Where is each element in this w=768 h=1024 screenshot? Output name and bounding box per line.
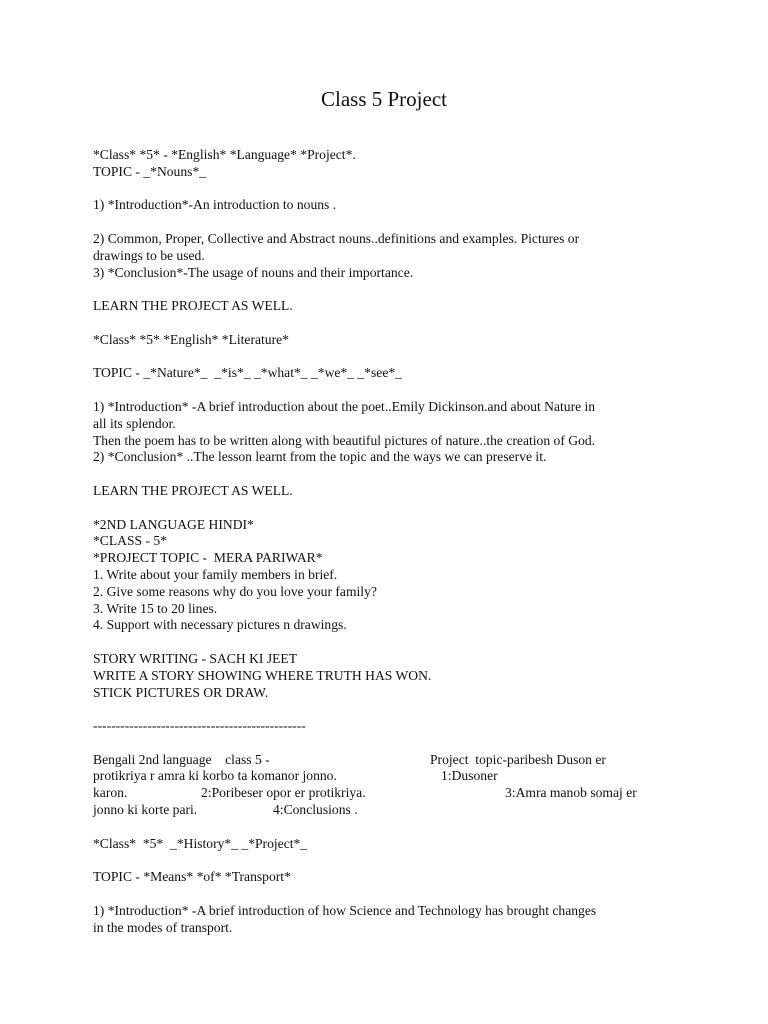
english-language-heading: *Class* *5* - *English* *Language* *Project*. [93,147,356,162]
hindi-heading: *2ND LANGUAGE HINDI* [93,516,254,532]
history-topic: TOPIC - *Means* *of* *Transport* [93,869,291,885]
hindi-item-2: 2. Give some reasons why do you love your family? [93,583,377,599]
english-literature-learn-note: LEARN THE PROJECT AS WELL. [93,482,293,498]
english-language-topic: TOPIC - _*Nouns*_ [93,163,207,179]
section-divider: ----------------------------------------------- [93,718,306,734]
bengali-row-4-right: 4:Conclusions . [273,802,358,818]
english-literature-heading: *Class* *5* *English* *Literature* [93,331,289,347]
english-literature-point-1-line-3: Then the poem has to be written along with beautiful pictures of nature..the creation of God. [93,432,596,448]
english-language-learn-note: LEARN THE PROJECT AS WELL. [93,298,293,314]
hindi-story-line-2: STICK PICTURES OR DRAW. [93,684,269,700]
hindi-topic: *PROJECT TOPIC - MERA PARIWAR* [93,550,323,566]
english-language-point-3: 3) *Conclusion*-The usage of nouns and their importance. [93,264,414,280]
hindi-item-4: 4. Support with necessary pictures n drawings. [93,617,347,633]
page-title: Class 5 Project [321,87,447,111]
bengali-row-4 [93,802,673,819]
bengali-row-3-right: 3:Amra manob somaj er [505,785,637,801]
history-point-1-line-1: 1) *Introduction* -A brief introduction of how Science and Technology has brought changes [93,902,597,918]
bengali-row-2 [93,768,673,785]
english-literature-topic: TOPIC - _*Nature*_ _*is*_ _*what*_ _*we*_ _*see*_ [93,365,402,381]
hindi-item-1: 1. Write about your family members in brief. [93,566,338,582]
history-point-1-line-2: in the modes of transport. [93,919,233,935]
english-literature-point-1-line-2: all its splendor. [93,415,176,431]
english-language-point-2-line-1: 2) Common, Proper, Collective and Abstract nouns..definitions and examples. Pictures or [93,230,580,246]
hindi-story-line-1: WRITE A STORY SHOWING WHERE TRUTH HAS WON. [93,667,432,683]
history-heading: *Class* *5* _*History*_ _*Project*_ [93,835,308,851]
bengali-row-4-left: jonno ki korte pari. [93,802,198,818]
bengali-row-1-right: Project topic-paribesh Duson er [430,751,606,767]
bengali-row-1-left: Bengali 2nd language class 5 - [93,751,270,767]
hindi-story-title: STORY WRITING - SACH KI JEET [93,650,298,666]
document-body [93,147,673,936]
bengali-row-1 [93,752,673,769]
bengali-row-2-left: protikriya r amra ki korbo ta komanor jonno. [93,768,337,784]
english-language-point-1: 1) *Introduction*-An introduction to nouns . [93,197,337,213]
bengali-row-3 [93,785,673,802]
bengali-row-3-left: karon. [93,785,128,801]
hindi-class: *CLASS - 5* [93,533,168,549]
bengali-row-3-middle: 2:Poribeser opor er protikriya. [201,785,366,801]
english-literature-point-1-line-1: 1) *Introduction* -A brief introduction about the poet..Emily Dickinson.and about Nature in [93,398,596,414]
hindi-item-3: 3. Write 15 to 20 lines. [93,600,218,616]
english-literature-point-2: 2) *Conclusion* ..The lesson learnt from the topic and the ways we can preserve it. [93,449,547,465]
english-language-point-2-line-2: drawings to be used. [93,247,205,263]
bengali-row-2-right: 1:Dusoner [441,768,498,784]
